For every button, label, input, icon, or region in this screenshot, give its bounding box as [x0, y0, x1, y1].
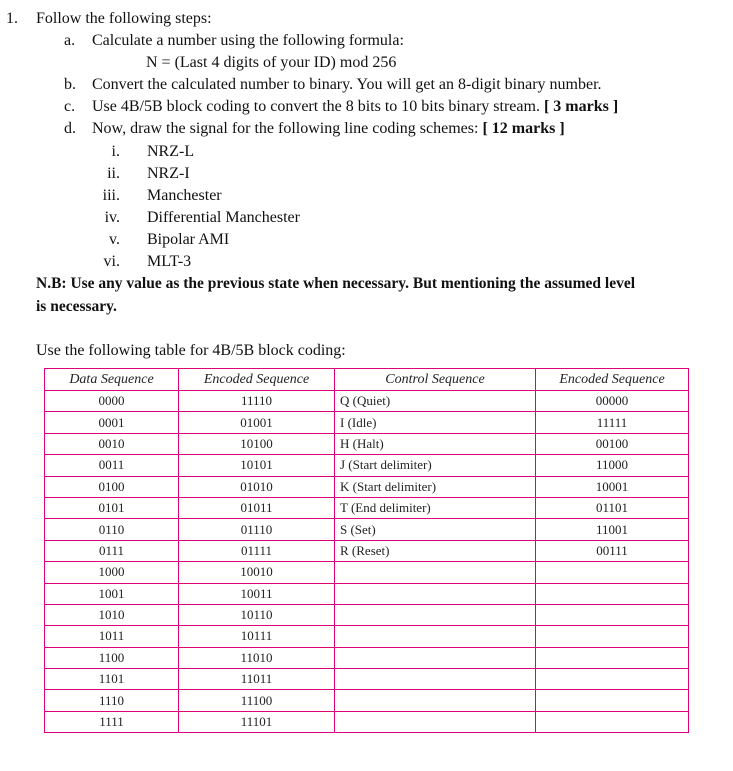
control-encoded-cell: 00100	[536, 433, 689, 454]
table-row	[45, 519, 689, 540]
step-a-label: a.	[64, 32, 76, 49]
control-sequence-cell	[335, 626, 536, 647]
scheme-num-6: vi.	[103, 253, 120, 270]
step-b-text: Convert the calculated number to binary. You will get an 8-digit binary number.	[92, 76, 602, 93]
header-control-sequence: Control Sequence	[335, 369, 536, 391]
data-sequence-cell: 0010	[45, 433, 179, 454]
control-encoded-cell: 11111	[536, 412, 689, 433]
table-row	[45, 669, 689, 690]
encoded-sequence-cell: 01001	[179, 412, 335, 433]
encoded-sequence-cell: 01111	[179, 540, 335, 561]
encoded-sequence-cell: 11010	[179, 647, 335, 668]
control-sequence-cell: J (Start delimiter)	[335, 455, 536, 476]
header-encoded-sequence: Encoded Sequence	[179, 369, 335, 391]
step-b-label: b.	[64, 76, 76, 93]
step-c-label: c.	[64, 98, 76, 115]
table-row	[45, 562, 689, 583]
encoded-sequence-cell: 10100	[179, 433, 335, 454]
control-encoded-cell: 11000	[536, 455, 689, 476]
control-sequence-cell: K (Start delimiter)	[335, 476, 536, 497]
encoded-sequence-cell: 10111	[179, 626, 335, 647]
control-sequence-cell: T (End delimiter)	[335, 497, 536, 518]
control-encoded-cell: 00111	[536, 540, 689, 561]
step-c	[92, 97, 618, 117]
step-d-marks: [ 12 marks ]	[482, 120, 565, 137]
scheme-manchester: Manchester	[147, 187, 222, 204]
scheme-num-2: ii.	[107, 165, 120, 182]
control-sequence-cell	[335, 583, 536, 604]
table-row	[45, 497, 689, 518]
control-sequence-cell: Q (Quiet)	[335, 391, 536, 412]
encoded-sequence-cell: 10010	[179, 562, 335, 583]
header-data-sequence: Data Sequence	[45, 369, 179, 391]
formula: N = (Last 4 digits of your ID) mod 256	[146, 54, 397, 71]
control-sequence-cell	[335, 690, 536, 711]
control-encoded-cell	[536, 562, 689, 583]
question-number: 1.	[6, 10, 18, 27]
control-sequence-cell: H (Halt)	[335, 433, 536, 454]
encoded-sequence-cell: 11011	[179, 669, 335, 690]
encoded-sequence-cell: 01011	[179, 497, 335, 518]
header-control-encoded-sequence: Encoded Sequence	[536, 369, 689, 391]
table-row	[45, 647, 689, 668]
table-row	[45, 391, 689, 412]
control-sequence-cell: R (Reset)	[335, 540, 536, 561]
step-d-label: d.	[64, 120, 76, 137]
step-d	[92, 119, 565, 139]
data-sequence-cell: 1110	[45, 690, 179, 711]
data-sequence-cell: 1001	[45, 583, 179, 604]
table-row	[45, 626, 689, 647]
control-encoded-cell	[536, 626, 689, 647]
note-line-2: is necessary.	[36, 298, 117, 315]
data-sequence-cell: 0110	[45, 519, 179, 540]
data-sequence-cell: 1011	[45, 626, 179, 647]
table-row	[45, 476, 689, 497]
data-sequence-cell: 1111	[45, 711, 179, 732]
encoded-sequence-cell: 01010	[179, 476, 335, 497]
control-encoded-cell	[536, 669, 689, 690]
table-row	[45, 604, 689, 625]
data-sequence-cell: 1101	[45, 669, 179, 690]
table-row	[45, 690, 689, 711]
encoded-sequence-cell: 11101	[179, 711, 335, 732]
step-a-text: Calculate a number using the following formula:	[92, 32, 404, 49]
data-sequence-cell: 0001	[45, 412, 179, 433]
control-sequence-cell	[335, 669, 536, 690]
control-encoded-cell: 00000	[536, 391, 689, 412]
data-sequence-cell: 0101	[45, 497, 179, 518]
encoded-sequence-cell: 11110	[179, 391, 335, 412]
encoded-sequence-cell: 10110	[179, 604, 335, 625]
table-row	[45, 583, 689, 604]
data-sequence-cell: 0000	[45, 391, 179, 412]
encoded-sequence-cell: 01110	[179, 519, 335, 540]
encoded-sequence-cell: 10011	[179, 583, 335, 604]
data-sequence-cell: 0011	[45, 455, 179, 476]
scheme-num-1: i.	[111, 143, 120, 160]
control-encoded-cell	[536, 711, 689, 732]
scheme-num-4: iv.	[104, 209, 120, 226]
table-row	[45, 412, 689, 433]
data-sequence-cell: 1000	[45, 562, 179, 583]
scheme-nrz-l: NRZ-L	[147, 143, 195, 160]
table-row	[45, 540, 689, 561]
control-encoded-cell: 11001	[536, 519, 689, 540]
question-title: Follow the following steps:	[36, 10, 212, 27]
control-encoded-cell: 10001	[536, 476, 689, 497]
table-header-row	[45, 369, 689, 391]
data-sequence-cell: 0111	[45, 540, 179, 561]
data-sequence-cell: 1100	[45, 647, 179, 668]
control-encoded-cell	[536, 604, 689, 625]
encoded-sequence-cell: 11100	[179, 690, 335, 711]
scheme-nrz-i: NRZ-I	[147, 165, 190, 182]
step-c-text: Use 4B/5B block coding to convert the 8 bits to 10 bits binary stream.	[92, 98, 540, 115]
data-sequence-cell: 0100	[45, 476, 179, 497]
control-sequence-cell	[335, 711, 536, 732]
control-encoded-cell: 01101	[536, 497, 689, 518]
control-encoded-cell	[536, 583, 689, 604]
table-row	[45, 455, 689, 476]
data-sequence-cell: 1010	[45, 604, 179, 625]
scheme-mlt-3: MLT-3	[147, 253, 192, 270]
scheme-bipolar-ami: Bipolar AMI	[147, 231, 230, 248]
block-coding-table	[44, 368, 689, 733]
scheme-num-5: v.	[109, 231, 120, 248]
control-sequence-cell	[335, 604, 536, 625]
step-d-text: Now, draw the signal for the following line coding schemes:	[92, 120, 479, 137]
step-c-marks: [ 3 marks ]	[543, 98, 619, 115]
table-row	[45, 711, 689, 732]
control-sequence-cell	[335, 647, 536, 668]
control-sequence-cell: I (Idle)	[335, 412, 536, 433]
scheme-diff-manchester: Differential Manchester	[147, 209, 300, 226]
control-encoded-cell	[536, 690, 689, 711]
scheme-num-3: iii.	[102, 187, 120, 204]
note-line-1: N.B: Use any value as the previous state when necessary. But mentioning the assumed level	[36, 275, 636, 292]
control-sequence-cell	[335, 562, 536, 583]
encoded-sequence-cell: 10101	[179, 455, 335, 476]
control-sequence-cell: S (Set)	[335, 519, 536, 540]
table-row	[45, 433, 689, 454]
table-intro: Use the following table for 4B/5B block coding:	[36, 342, 346, 359]
control-encoded-cell	[536, 647, 689, 668]
